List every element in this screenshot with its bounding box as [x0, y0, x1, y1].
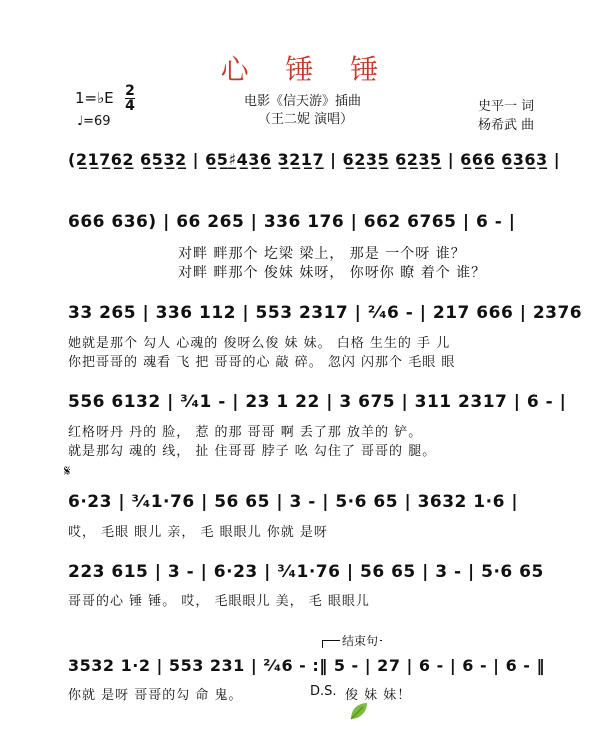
ending-bracket-left — [322, 640, 323, 648]
lyric-line-7: 你就 是呀 哥哥的勾 命 鬼。 — [68, 688, 243, 703]
score-line-1: (2̲1̲7̲6̲2̲ 6̲5̲3̲2̲ | 6̲5̲♯̲4̲3̲6̲ 3̲2̲1̲7̲ | 6̲2̲3̲5̲ 6̲2̲3̲5̲ | 6̲6̲6̲ 6̲3̲6̲3̲ | — [68, 150, 561, 169]
lyric-line-4b: 就是那勾 魂的 线， 扯 住哥哥 脖子 吆 勾住了 哥哥的 腿。 — [68, 444, 437, 459]
leaf-icon — [348, 700, 370, 722]
song-title: 心 锤 锤 — [220, 53, 393, 86]
time-top: 2 — [125, 83, 135, 99]
score-line-5: 6·23 | ³⁄₄1·76 | 56 65 | 3 - | 5·6 65 | 3632 1·6 | — [68, 492, 519, 512]
score-line-6: 223 615 | 3 - | 6·23 | ³⁄₄1·76 | 56 65 | 3 - | 5·6 65 — [68, 562, 544, 582]
time-signature — [125, 84, 135, 113]
subtitle: 电影《信天游》插曲 — [244, 94, 362, 109]
ds-mark: D.S. — [310, 684, 337, 699]
tempo-mark: ♩=69 — [77, 114, 111, 129]
lyric-line-3a: 她就是那个 勾人 心魂的 俊呀么俊 妹 妹。 白格 生生的 手 儿 — [68, 336, 451, 351]
score-line-7: 3532 1·2 | 553 231 | ²⁄₄6 - :‖ 5 - | 27 | 6 - | 6 - | 6 - ‖ — [68, 656, 545, 675]
lyricist: 史平一 词 — [478, 99, 535, 114]
score-line-4: 556 6132 | ³⁄₄1 - | 23 1 22 | 3 675 | 311 2317 | 6 - | — [68, 392, 567, 412]
segno-sign: 𝄋 — [64, 462, 71, 480]
key-signature — [75, 89, 114, 107]
time-bottom: 4 — [125, 98, 135, 114]
lyric-line-3b: 你把哥哥的 魂看 飞 把 哥哥的心 敲 碎。 忽闪 闪那个 毛眼 眼 — [68, 355, 456, 370]
score-line-3: 33 265 | 336 112 | 553 2317 | ²⁄₄6 - | 217 666 | 2376 — [68, 303, 583, 323]
singer: （王二妮 演唱） — [258, 112, 354, 127]
lyric-line-2b: 对畔 畔那个 俊妹 妹呀， 你呀你 瞭 着个 谁？ — [178, 265, 487, 281]
composer: 杨希武 曲 — [478, 118, 535, 133]
lyric-line-2a: 对畔 畔那个 圪梁 梁上， 那是 一个呀 谁？ — [178, 246, 466, 262]
lyric-line-4a: 红格呀丹 丹的 脸， 惹 的那 哥哥 啊 丢了那 放羊的 铲。 — [68, 425, 423, 440]
lyric-line-7-end: 俊 妹 妹！ — [345, 688, 412, 703]
score-line-2: 666 636) | 66 265 | 336 176 | 662 6765 | 6 - | — [68, 212, 516, 232]
key-text: 1=♭E — [75, 89, 114, 107]
ending-label: 结束句 — [342, 634, 379, 648]
lyric-line-6: 哥哥的心 锤 锤。 哎， 毛眼眼儿 美， 毛 眼眼儿 — [68, 594, 370, 609]
lyric-line-5: 哎， 毛眼 眼儿 亲， 毛 眼眼儿 你就 是呀 — [68, 525, 328, 540]
